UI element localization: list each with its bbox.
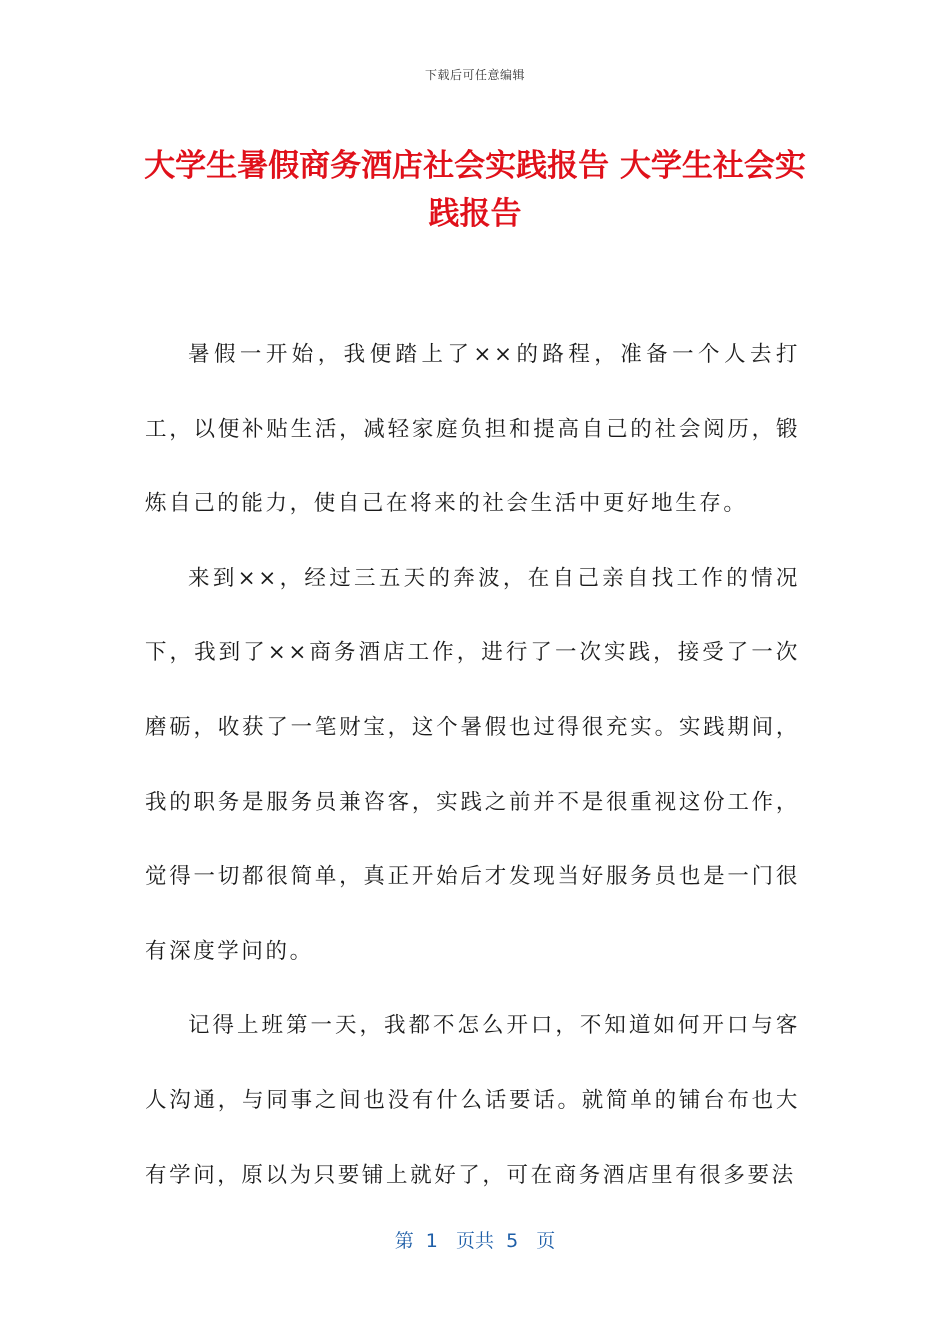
paragraph: 暑假一开始，我便踏上了××的路程，准备一个人去打工，以便补贴生活，减轻家庭负担和提高自己的社会阅历，锻炼自己的能力，使自己在将来的社会生活中更好地生存。: [145, 342, 800, 517]
document-title: 大学生暑假商务酒店社会实践报告 大学生社会实践报告: [144, 148, 806, 232]
page-number-footer: 第 1 页共 5 页: [394, 1230, 556, 1252]
paragraph: 记得上班第一天，我都不怎么开口，不知道如何开口与客人沟通，与同事之间也没有什么话要话。就简单的铺台布也大有学问，原以为只要铺上就好了，可在商务酒店里有很多要法: [145, 1013, 800, 1188]
document-body: [145, 318, 800, 1213]
paragraph: 来到××，经过三五天的奔波，在自己亲自找工作的情况下，我到了××商务酒店工作，进行了一次实践，接受了一次磨砺，收获了一笔财宝，这个暑假也过得很充实。实践期间，我的职务是服务员兼咨客，实践之前并不是很重视这份工作，觉得一切都很简单，真正开始后才发现当好服务员也是一门很有深度学问的。: [145, 565, 800, 964]
header-note: 下载后可任意编辑: [424, 68, 525, 82]
